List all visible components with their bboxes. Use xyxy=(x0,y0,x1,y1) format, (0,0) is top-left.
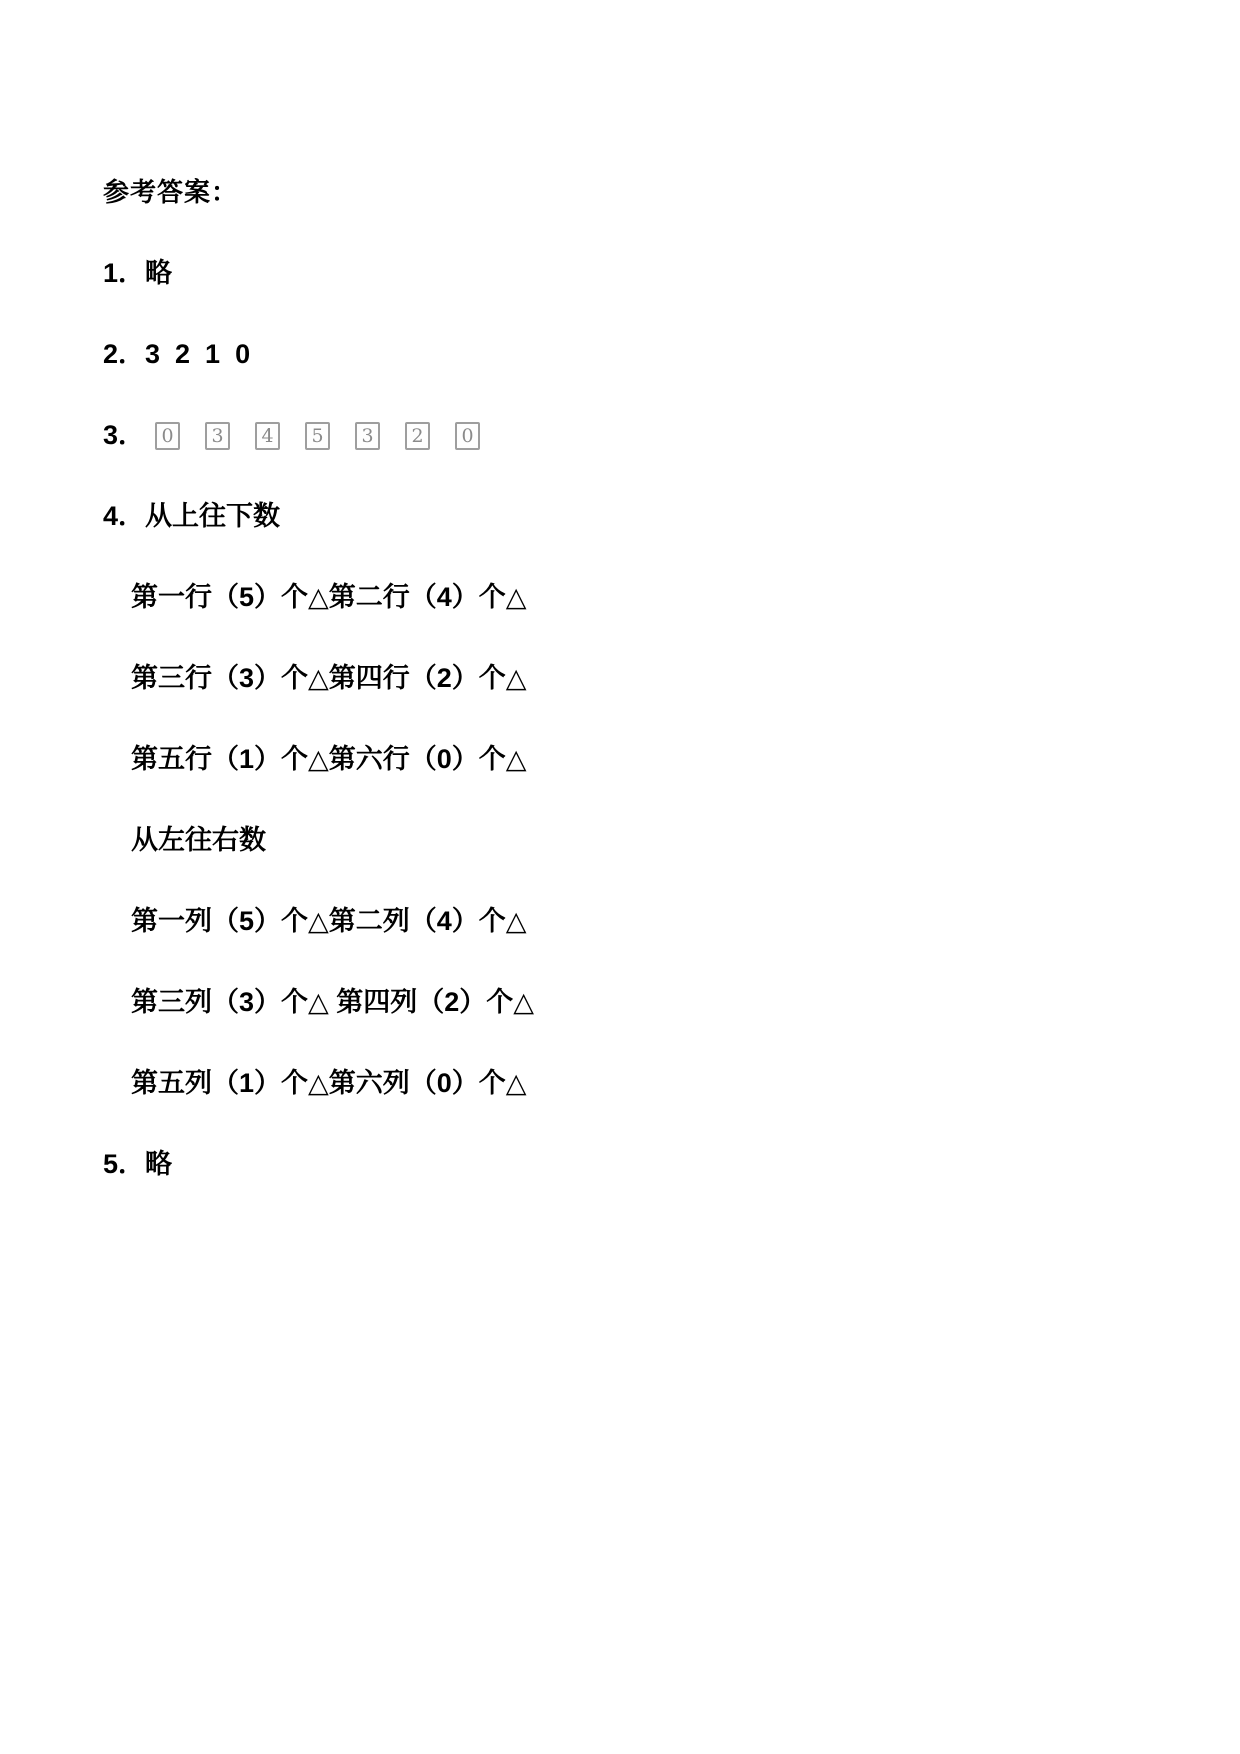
boxed-digit-7: 0 xyxy=(455,422,480,450)
answer-item-4-col-1: 第一列（5）个△第二列（4）个△ xyxy=(131,906,527,936)
answer-item-4-row-1: 第一行（5）个△第二行（4）个△ xyxy=(131,582,527,612)
boxed-digit-3: 4 xyxy=(255,422,280,450)
answer-item-4-row-3: 第五行（1）个△第六行（0）个△ xyxy=(131,744,527,774)
boxed-digit-1: 0 xyxy=(155,422,180,450)
answer-item-4-col-2: 第三列（3）个△ 第四列（2）个△ xyxy=(131,987,535,1017)
answer-item-3-prefix: 3． xyxy=(103,420,146,450)
answer-item-5: 5．略 xyxy=(103,1149,173,1179)
boxed-digit-4: 5 xyxy=(305,422,330,450)
answer-item-3 xyxy=(103,419,1180,452)
answer-item-1: 1．略 xyxy=(103,258,173,288)
boxed-digit-6: 2 xyxy=(405,422,430,450)
answer-item-4-col-3: 第五列（1）个△第六列（0）个△ xyxy=(131,1068,527,1098)
answer-item-4-heading: 4．从上往下数 xyxy=(103,501,281,531)
answer-item-2: 2．3 2 1 0 xyxy=(103,339,251,369)
answer-item-4-row-2: 第三行（3）个△第四行（2）个△ xyxy=(131,663,527,693)
answer-item-4-subheading: 从左往右数 xyxy=(131,825,266,855)
boxed-digit-2: 3 xyxy=(205,422,230,450)
page-title: 参考答案： xyxy=(103,177,239,207)
boxed-digit-5: 3 xyxy=(355,422,380,450)
